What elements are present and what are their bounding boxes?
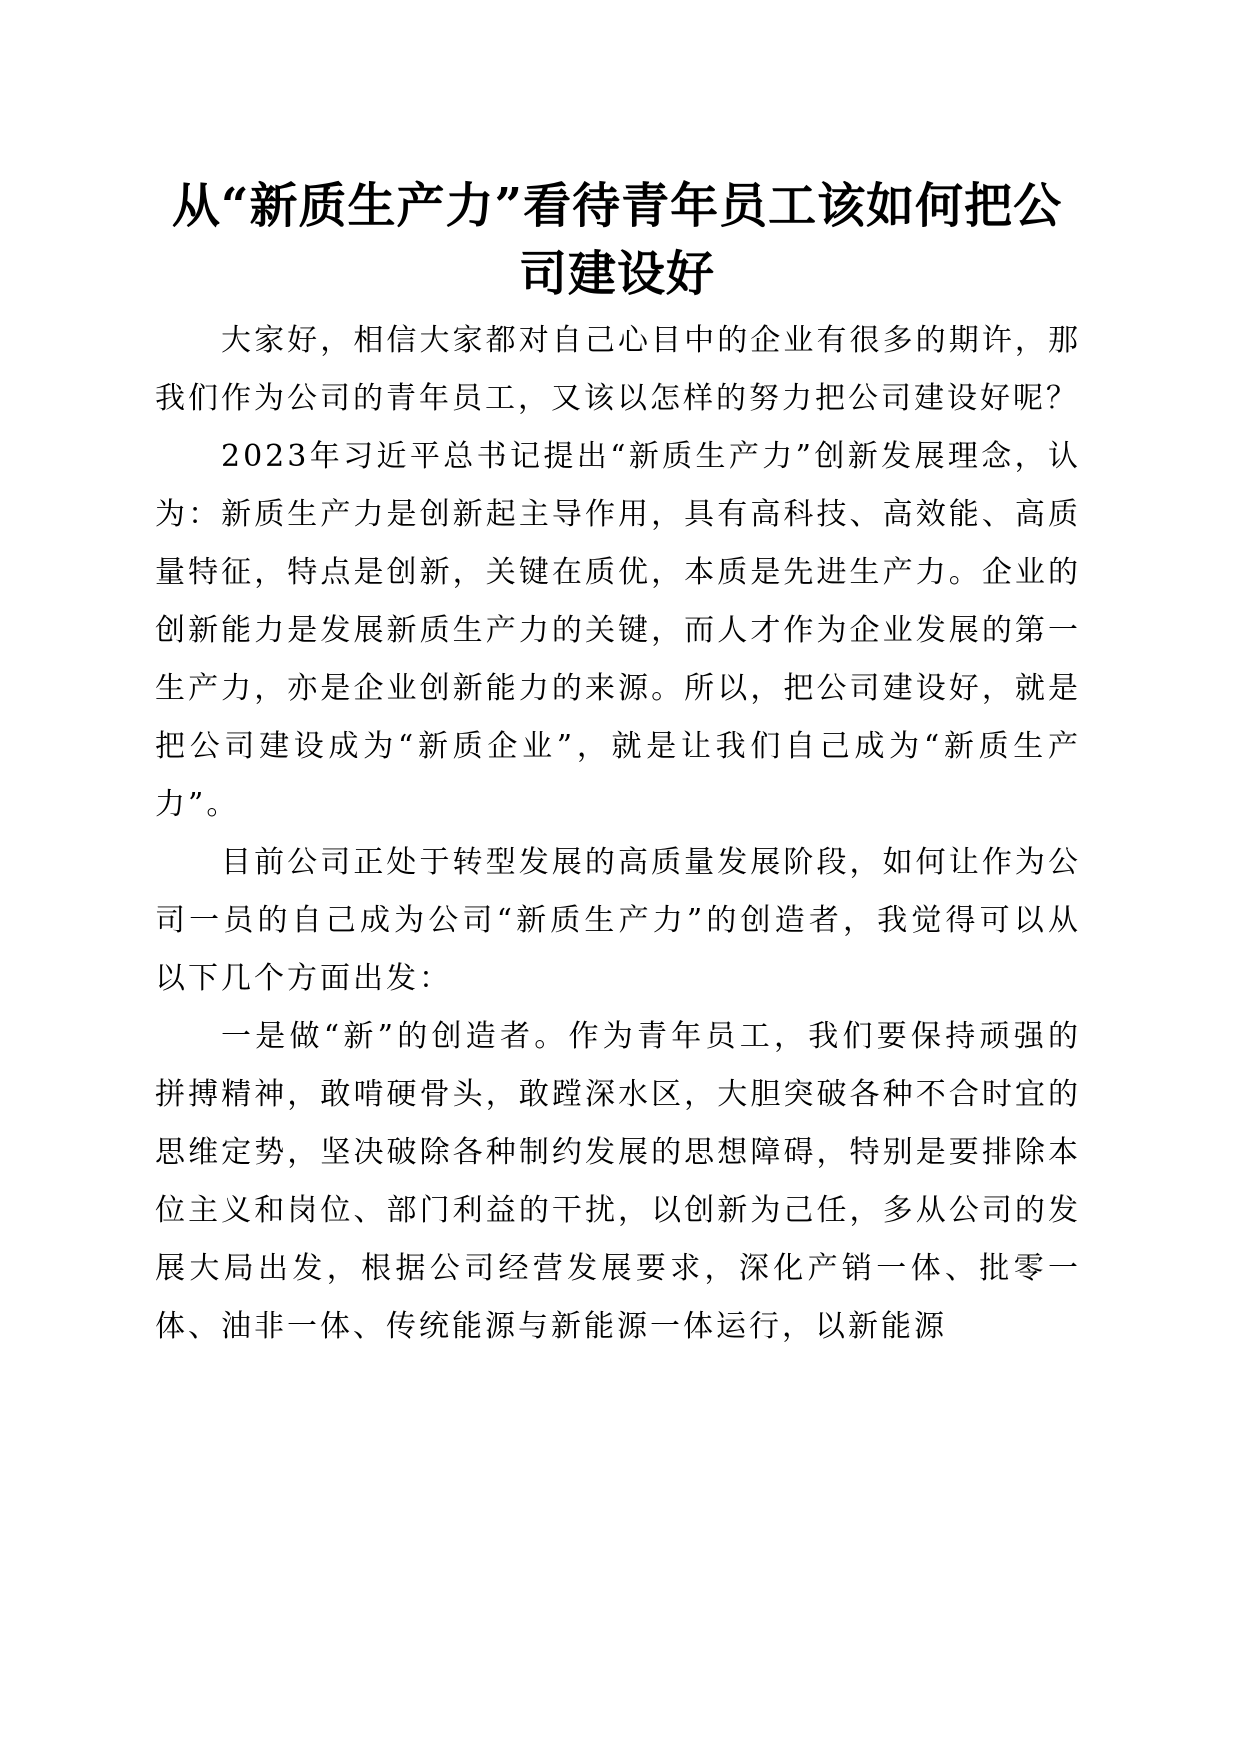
paragraph-new-quality-productivity: 2023年习近平总书记提出“新质生产力”创新发展理念，认为：新质生产力是创新起主导作用，具有高科技、高效能、高质量特征，特点是创新，关键在质优，本质是先进生产力。企业的创新能力是发展新质生产力的关键，而人才作为企业发展的第一生产力，亦是企业创新能力的来源。所以，把公司建设好，就是把公司建设成为“新质企业”，就是让我们自己成为“新质生产力”。 — [155, 439, 1081, 822]
document-title: 从“新质生产力”看待青年员工该如何把公司建设好 — [171, 178, 1063, 302]
document-body — [155, 312, 1081, 1356]
paragraph-greeting: 大家好，相信大家都对自己心目中的企业有很多的期许，那我们作为公司的青年员工，又该以怎样的努力把公司建设好呢？ — [155, 323, 1081, 416]
paragraph-current-stage: 目前公司正处于转型发展的高质量发展阶段，如何让作为公司一员的自己成为公司“新质生产力”的创造者，我觉得可以从以下几个方面出发： — [155, 845, 1081, 996]
paragraph-point-one: 一是做“新”的创造者。作为青年员工，我们要保持顽强的拼搏精神，敢啃硬骨头，敢蹚深水区，大胆突破各种不合时宜的思维定势，坚决破除各种制约发展的思想障碍，特别是要排除本位主义和岗位、部门利益的干扰，以创新为己任，多从公司的发展大局出发，根据公司经营发展要求，深化产销一体、批零一体、油非一体、传统能源与新能源一体运行，以新能源 — [155, 1019, 1081, 1344]
